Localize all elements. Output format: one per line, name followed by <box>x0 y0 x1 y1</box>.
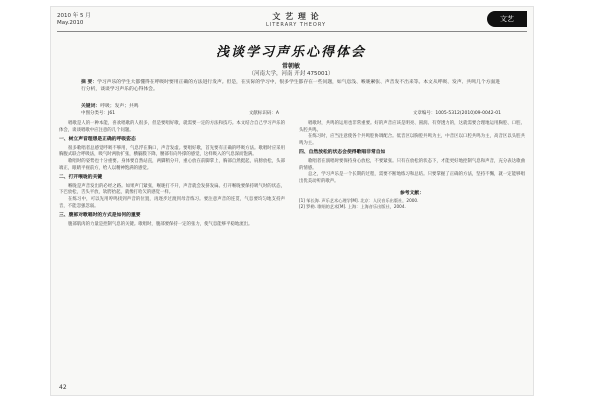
article-meta <box>81 110 501 116</box>
paragraph: 总之，学习声乐是一个长期的过程，需要不断地练习和总结。只要掌握了正确的方法，坚持不懈，就一定能够唱出优美动听的歌声。 <box>299 172 525 184</box>
header-divider <box>57 31 527 32</box>
issue-info <box>57 13 91 27</box>
clc-number: 中图分类号：J61 <box>81 111 116 116</box>
article-title: 浅谈学习声乐心得体会 <box>215 45 366 60</box>
section-heading-3: 三、腹部对歌唱时的方式是如何的重要 <box>59 213 141 219</box>
section-heading-1: 一、树立声音理想是正确的呼吸姿态 <box>59 137 136 143</box>
references-heading: 参考文献： <box>400 191 424 197</box>
left-column <box>59 121 285 228</box>
page-number: 42 <box>59 384 67 391</box>
paragraph: 很多歌唱者总感觉呼吸不够用，气息浮在胸口，声音发虚。要唱好歌，首先要有正确的呼吸方法。歌唱时应采用胸腹式联合呼吸法，吸气时两肋扩张，横膈膜下降，腰部有向外撑的感觉，这样吸入的气息深而饱满。 <box>59 145 285 158</box>
keywords-label: 关键词： <box>81 104 101 109</box>
right-column <box>299 121 525 210</box>
section-heading-2: 二、打开喉咙的关键 <box>59 175 103 181</box>
section-heading-4: 四、自然放松的状态会使得歌唱非常自如 <box>299 150 386 156</box>
paragraph: 喉咙是声音发出的必经之路。如果声门紧张，喉咙打不开，声音就会发挤发扁。打开喉咙要保持吸气时的状态，下巴放松，舌头平放，软腭抬起，就像打哈欠的感觉一样。 <box>59 183 285 196</box>
journal-logo-mark: 文艺 <box>487 11 527 27</box>
article-author: 常朝敏 <box>281 63 300 70</box>
article-number: 文章编号：1005-5312(2010)09-0042-01 <box>412 111 501 116</box>
paragraph: 歌唱时的姿势也十分重要。身体要自然站直，两脚稍分开，重心放在前脚掌上，胸部自然挺起，肩膀放松，头部端正，眼睛平视前方，给人以精神饱满的感觉。 <box>59 158 285 171</box>
paragraph: 唱歌时，共鸣的运用也非常重要。好的声音应该是明亮、圆润、有穿透力的，这就需要合理地运用胸腔、口腔、头腔共鸣。 <box>299 121 525 133</box>
journal-name <box>241 11 351 28</box>
paragraph: 腹部肌肉的力量是控制气息的关键。歌唱时，腹部要保持一定的张力，使气息能够平稳地流出。 <box>68 221 253 227</box>
paragraph: 在练习中，可以先用哼鸣找到声音的位置，再逐步过渡到母音练习。要注意声音的连贯，气息要均匀地支持声音，不能忽强忽弱。 <box>59 196 285 209</box>
reference-item: [1] 邹长海. 声乐艺术心理学[M]. 北京：人民音乐出版社，2000. <box>299 197 419 203</box>
paragraph: 歌唱者在演唱时要保持身心放松，不要紧张。只有在放松的状态下，才能更好地控制气息和声音，充分表达歌曲的情感。 <box>299 158 525 171</box>
reference-item: [2] 罗勒. 歌唱的艺术[M]. 上海：上海音乐出版社，2004. <box>299 203 406 209</box>
journal-page <box>50 6 534 396</box>
abstract-label: 摘 要： <box>81 80 98 85</box>
intro-paragraph: 唱歌是人的一种本能，喜欢唱歌的人很多，但是要唱好歌，就需要一定的方法和技巧。本文结合自己学习声乐的体会，谈谈唱歌中应注意的几个问题。 <box>59 121 285 133</box>
keywords-text: 呼吸；发声；共鸣 <box>100 104 139 109</box>
keywords <box>81 102 501 109</box>
journal-name-cn: 文 艺 理 论 <box>272 12 320 21</box>
abstract <box>81 79 501 93</box>
document-code: 文献标识码：A <box>248 111 279 116</box>
abstract-text: 学习声乐的学生大都懂得在呼吸时要用正确的方法进行发声。但是，在实际的学习中，很多学生都存在一些问题，如气息浅、喉咙紧张、声音发不出来等。本文从呼吸、发声、共鸣几个方面进行分析，谈谈学习声乐的心得体会。 <box>81 80 501 92</box>
issue-date-en: May.2010 <box>57 20 84 26</box>
paragraph: 在练习时，应当注意使各个共鸣腔协调配合。低音区以胸腔共鸣为主，中音区以口腔共鸣为主，高音区以头腔共鸣为主。 <box>299 134 525 146</box>
issue-date-cn: 2010 年 5 月 <box>57 13 91 19</box>
author-affiliation: （河南大学，河南 开封 475001） <box>248 71 334 77</box>
journal-name-en: LITERARY THEORY <box>265 22 327 28</box>
